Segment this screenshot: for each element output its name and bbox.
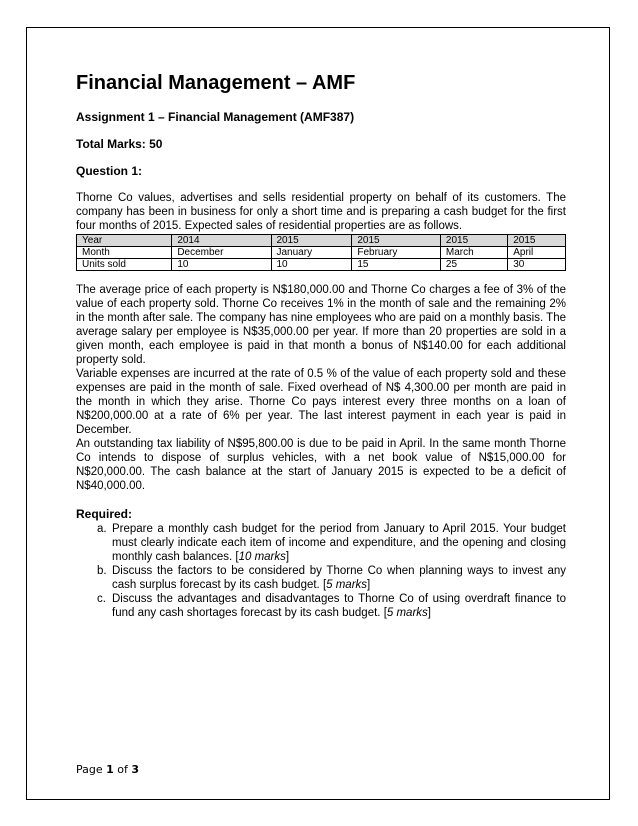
table-cell: 2014 bbox=[172, 235, 271, 247]
total-pages: 3 bbox=[131, 763, 140, 776]
list-item-text: Prepare a monthly cash budget for the period from January to April 2015. Your budget must clearly indicate each item of income and expenditure, and the opening and closing monthly cash balances. [ bbox=[112, 523, 566, 563]
marks-value: 5 marks bbox=[326, 579, 368, 591]
marks-value: 10 marks bbox=[238, 551, 286, 563]
table-cell: March bbox=[440, 247, 507, 259]
table-row bbox=[77, 247, 566, 259]
tax-paragraph: An outstanding tax liability of N$95,800.00 is due to be paid in April. In the same month Thorne Co intends to dispose of surplus vehicles, with a net book value of N$15,000.00 for N$20,000.00. The cash balance at the start of January 2015 is expected to be a deficit of N$40,000.00. bbox=[76, 438, 566, 492]
required-list bbox=[76, 522, 566, 620]
expenses-paragraph: Variable expenses are incurred at the rate of 0.5 % of the value of each property sold and these expenses are paid in the month of sale. Fixed overhead of N$ 4,300.00 per month are paid in the month in which they arise. Thorne Co pays interest every three months on a loan of N$200,000.00 at a rate of 6% per year. The last interest payment in each year is paid in December. bbox=[76, 368, 566, 436]
assignment-heading: Assignment 1 – Financial Management (AMF387) bbox=[76, 110, 355, 124]
pricing-paragraph: The average price of each property is N$180,000.00 and Thorne Co charges a fee of 3% of the value of each property sold. Thorne Co receives 1% in the month of sale and the remaining 2% in the month after sale. The company has nine employees who are paid on a monthly basis. The average salary per employee is N$35,000.00 per year. If more than 20 properties are sold in a given month, each employee is paid in that month a bonus of N$140.00 for each additional property sold. bbox=[76, 284, 566, 366]
table-cell: 2015 bbox=[271, 235, 352, 247]
table-cell: 2015 bbox=[440, 235, 507, 247]
intro-paragraph: Thorne Co values, advertises and sells residential property on behalf of its customers. The company has been in business for only a short time and is preparing a cash budget for the first four months of 2015. Expected sales of residential properties are as follows. bbox=[76, 192, 566, 232]
table-cell: Units sold bbox=[77, 259, 172, 271]
table-cell: 2015 bbox=[352, 235, 441, 247]
table-cell: 2015 bbox=[508, 235, 566, 247]
marks-value: 5 marks bbox=[386, 607, 428, 619]
list-marker: c. bbox=[97, 593, 106, 605]
bracket: ] bbox=[367, 579, 371, 591]
table-cell: 30 bbox=[508, 259, 566, 271]
table-row bbox=[77, 235, 566, 247]
required-heading: Required: bbox=[76, 507, 133, 521]
table-cell: Month bbox=[77, 247, 172, 259]
list-marker: b. bbox=[97, 565, 107, 577]
table-cell: 25 bbox=[440, 259, 507, 271]
list-item-text: Discuss the factors to be considered by Thorne Co when planning ways to invest any cash surplus forecast by its cash budget. [ bbox=[112, 565, 566, 591]
table-cell: 15 bbox=[352, 259, 441, 271]
table-cell: April bbox=[508, 247, 566, 259]
list-item bbox=[97, 564, 566, 592]
table-cell: December bbox=[172, 247, 271, 259]
list-marker: a. bbox=[97, 523, 107, 535]
footer-mid: of bbox=[113, 763, 132, 776]
page-footer bbox=[76, 763, 139, 776]
list-item bbox=[97, 592, 566, 620]
current-page: 1 bbox=[106, 763, 114, 776]
table-cell: 10 bbox=[271, 259, 352, 271]
list-item-text: Discuss the advantages and disadvantages to Thorne Co of using overdraft finance to fund any cash shortages forecast by its cash budget. [ bbox=[112, 593, 566, 619]
question-heading: Question 1: bbox=[76, 164, 143, 178]
footer-prefix: Page bbox=[76, 763, 107, 776]
list-item bbox=[97, 522, 566, 564]
table-cell: 10 bbox=[172, 259, 271, 271]
table-cell: Year bbox=[77, 235, 172, 247]
bracket: ] bbox=[427, 607, 431, 619]
sales-table bbox=[76, 234, 566, 271]
table-cell: February bbox=[352, 247, 441, 259]
table-cell: January bbox=[271, 247, 352, 259]
document-body bbox=[76, 70, 566, 620]
bracket: ] bbox=[285, 551, 290, 563]
document-title: Financial Management – AMF bbox=[76, 72, 356, 94]
total-marks: Total Marks: 50 bbox=[76, 137, 163, 151]
table-row bbox=[77, 259, 566, 271]
